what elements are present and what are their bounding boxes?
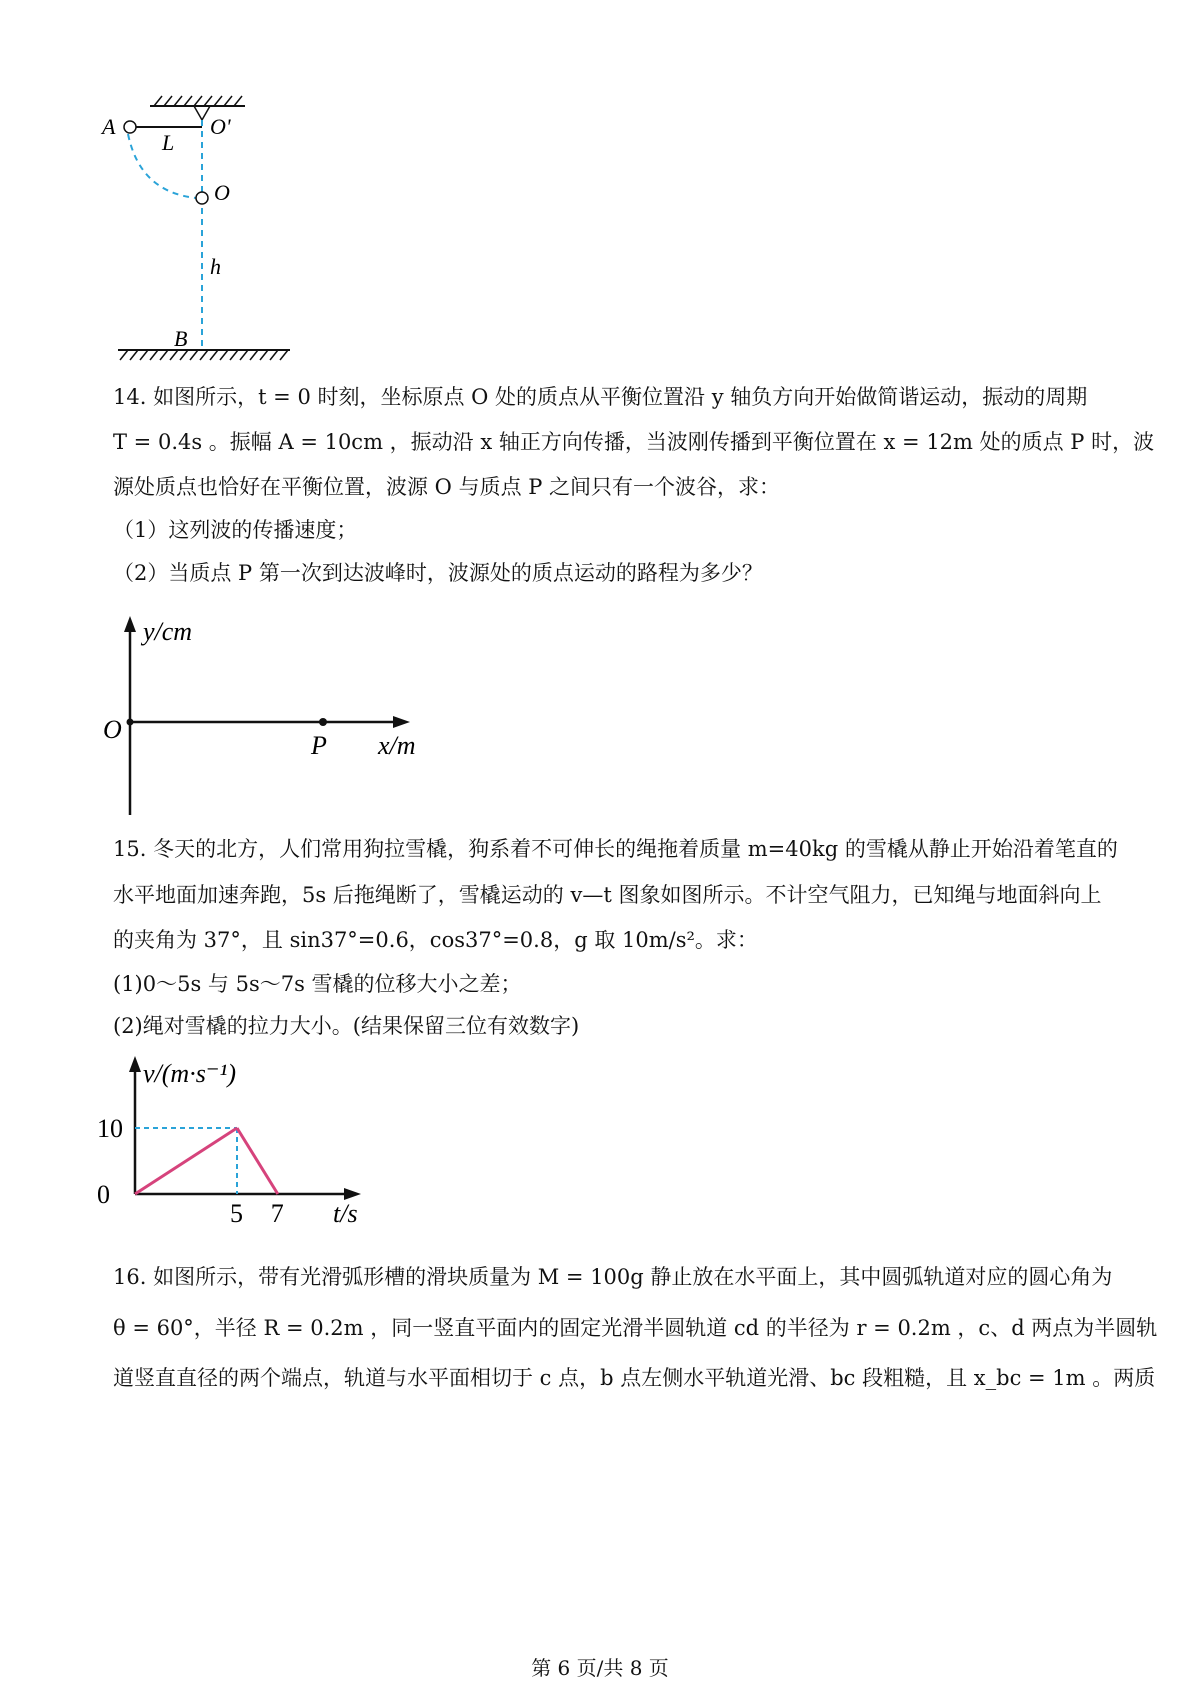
q15-line-1: 15. 冬天的北方，人们常用狗拉雪橇，狗系着不可伸长的绳拖着质量 m=40kg 的雪橇从静止开始沿着笔直的 (113, 837, 1118, 861)
wave-axes-figure (95, 610, 435, 820)
wave-origin-label: O (103, 715, 122, 744)
vt-x-tick-label: 7 (270, 1199, 284, 1228)
q15-sub-1: (1)0～5s 与 5s～7s 雪橇的位移大小之差； (113, 972, 522, 996)
label-o-prime: O' (210, 114, 231, 139)
q14-line-1: 14. 如图所示，t = 0 时刻，坐标原点 O 处的质点从平衡位置沿 y 轴负方向开始做简谐运动，振动的周期 (113, 385, 1088, 409)
q16-line-1: 16. 如图所示，带有光滑弧形槽的滑块质量为 M = 100g 静止放在水平面上，其中圆弧轨道对应的圆心角为 (113, 1265, 1113, 1289)
wave-point-label: P (311, 731, 327, 760)
q16-line-3: 道竖直直径的两个端点，轨道与水平面相切于 c 点，b 点左侧水平轨道光滑、bc 段粗糙，且 x_bc = 1m 。两质 (113, 1366, 1156, 1390)
vt-y-tick-label: 10 (97, 1114, 123, 1143)
vt-x-label: t/s (333, 1199, 358, 1228)
wave-x-label: x/m (378, 731, 416, 760)
vt-y-tick-label: 0 (97, 1180, 110, 1209)
pendulum-figure (100, 92, 310, 382)
label-a: A (102, 114, 116, 139)
label-h: h (210, 254, 221, 279)
label-o: O (214, 180, 230, 205)
q14-line-3: 源处质点也恰好在平衡位置，波源 O 与质点 P 之间只有一个波谷，求： (113, 475, 781, 499)
vt-line-segment (135, 1128, 237, 1194)
vt-x-tick-label: 5 (230, 1199, 243, 1228)
q14-sub-2: （2）当质点 P 第一次到达波峰时，波源处的质点运动的路程为多少？ (113, 561, 763, 585)
wave-y-label: y/cm (143, 617, 193, 646)
label-b: B (174, 326, 188, 351)
q14-line-2: T = 0.4s 。振幅 A = 10cm ，振动沿 x 轴正方向传播，当波刚传播到平衡位置在 x = 12m 处的质点 P 时，波 (113, 430, 1155, 454)
q16-line-2: θ = 60°，半径 R = 0.2m ，同一竖直平面内的固定光滑半圆轨道 cd 的半径为 r = 0.2m ，c、d 两点为半圆轨 (113, 1316, 1158, 1340)
q15-line-3: 的夹角为 37°，且 sin37°=0.6，cos37°=0.8，g 取 10m/s²。求： (113, 928, 758, 952)
page-footer: 第 6 页/共 8 页 (531, 1656, 669, 1680)
label-l: L (162, 130, 175, 155)
q15-sub-2: (2)绳对雪橇的拉力大小。(结果保留三位有效数字) (113, 1014, 580, 1038)
vt-chart (95, 1050, 395, 1240)
vt-line-segment (237, 1128, 278, 1194)
q14-sub-1: （1）这列波的传播速度； (113, 518, 358, 542)
vt-y-label: v/(m·s⁻¹) (143, 1059, 236, 1088)
q15-line-2: 水平地面加速奔跑，5s 后拖绳断了，雪橇运动的 v—t 图象如图所示。不计空气阻力，已知绳与地面斜向上 (113, 883, 1102, 907)
